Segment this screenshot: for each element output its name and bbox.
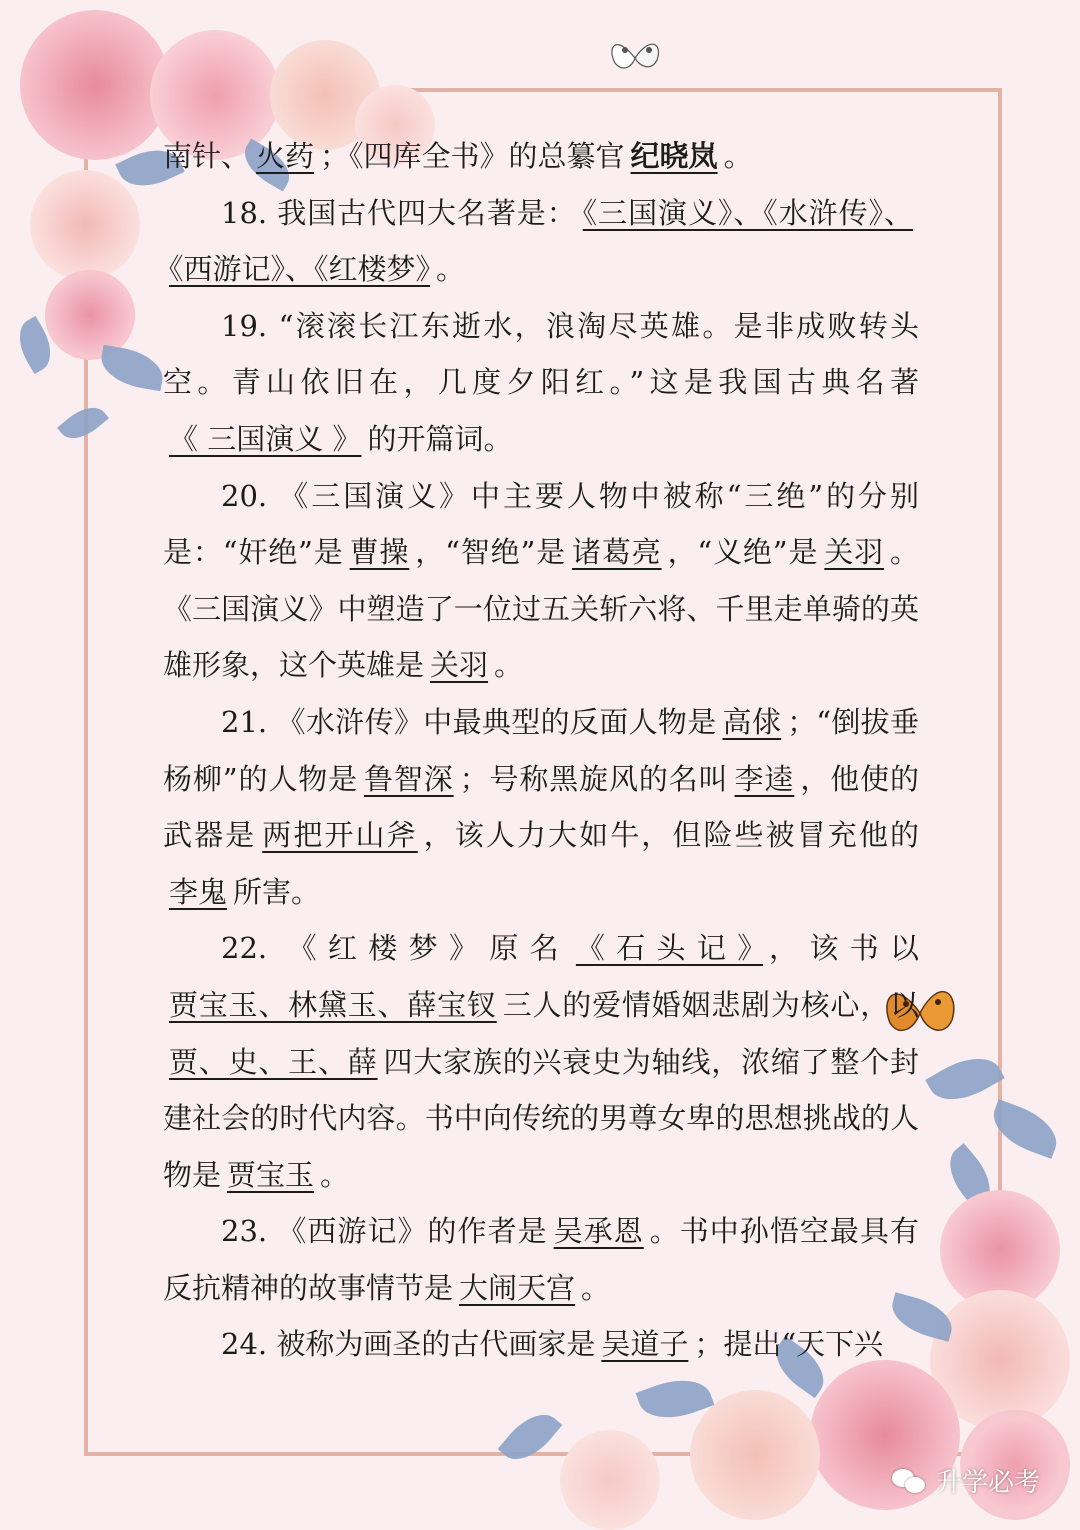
question-text: 。 — [581, 1270, 611, 1305]
question-text: ，“义绝”是 — [667, 535, 819, 570]
answer-blank: 关羽 — [824, 535, 884, 570]
question-text: 。 — [723, 139, 753, 173]
watermark-text: 升学必考 — [935, 1468, 1040, 1498]
question-text: ；提出“天下兴 — [694, 1327, 884, 1362]
question-text: ；《四库全书》的总纂官 — [320, 139, 625, 173]
answer-blank: 纪晓岚 — [630, 139, 718, 173]
answer-blank: 火药 — [256, 139, 315, 173]
question-text: 。《三国演义》中塑造了一位过五关斩六将、千里走单骑的英雄形象，这个英雄是 — [163, 535, 920, 683]
question-text: 。 — [494, 648, 524, 683]
answer-blank: 两把开山斧 — [262, 818, 418, 853]
answer-blank: 吴道子 — [601, 1327, 689, 1362]
document-body — [163, 128, 919, 1373]
answer-blank: 贾宝玉 — [227, 1157, 315, 1192]
answer-blank: 曹操 — [349, 535, 410, 570]
answer-blank: 鲁智深 — [363, 761, 454, 796]
question-text: ，该书以 — [769, 931, 919, 966]
question-text: ，他使的武器是 — [163, 761, 919, 853]
question-item-22 — [163, 920, 919, 1203]
answer-blank: 《 三国演义 》 — [169, 421, 362, 456]
question-text: 。 — [320, 1157, 350, 1192]
question-item-21 — [163, 694, 919, 920]
answer-blank: 贾宝玉、林黛玉、薛宝钗 — [169, 987, 497, 1022]
answer-blank: 关羽 — [430, 648, 489, 683]
answer-blank: 李鬼 — [169, 874, 228, 909]
answer-blank: 吴承恩 — [553, 1214, 644, 1249]
question-text: 。书中孙悟空最具有反抗精神的故事情节是 — [163, 1214, 919, 1305]
watermark — [892, 1462, 1040, 1499]
answer-blank: 大闹天宫 — [459, 1270, 576, 1305]
question-item-20 — [163, 468, 919, 694]
question-text: 20. 《三国演义》中主要人物中被称“三绝”的分别是：“奸绝”是 — [163, 478, 919, 570]
answer-blank: 高俅 — [722, 704, 782, 739]
question-text: ，“智绝”是 — [415, 535, 567, 570]
answer-blank: 李逵 — [734, 761, 795, 796]
question-item-23 — [163, 1203, 919, 1316]
question-text: ；号称黑旋风的名叫 — [459, 761, 729, 796]
question-text: 三人的爱情婚姻悲剧为核心，以 — [502, 987, 919, 1022]
wechat-icon — [892, 1467, 928, 1495]
question-text: 南针、 — [163, 139, 251, 173]
question-text: 22. 《红楼梦》原名 — [221, 931, 570, 966]
question-text: 的开篇词。 — [367, 421, 513, 456]
question-item-18 — [163, 185, 919, 298]
question-text: ；“倒拔垂杨柳”的人物是 — [163, 704, 919, 796]
answer-blank: 诸葛亮 — [572, 535, 662, 570]
question-text: 19. “滚滚长江东逝水，浪淘尽英雄。是非成败转头空。青山依旧在，几度夕阳红。”这是我国古典名著 — [163, 308, 919, 400]
question-text: 18. 我国古代四大名著是： — [221, 195, 577, 230]
answer-blank: 《石头记》 — [575, 931, 764, 966]
answer-blank: 《三国演义》、《水浒传》、 — [582, 195, 913, 230]
question-text: ，该人力大如牛，但险些被冒充他的 — [423, 818, 919, 853]
question-text: 21. 《水浒传》中最典型的反面人物是 — [221, 704, 717, 739]
question-text: 所害。 — [233, 874, 321, 909]
question-text: 。 — [436, 252, 466, 287]
question-item-19 — [163, 298, 919, 468]
question-item-17-tail — [163, 128, 919, 185]
answer-blank: 《西游记》、《红楼梦》 — [169, 252, 431, 287]
question-text: 23. 《西游记》的作者是 — [221, 1214, 548, 1249]
question-text: 24. 被称为画圣的古代画家是 — [221, 1327, 596, 1362]
question-text: 四大家族的兴衰史为轴线，浓缩了整个封建社会的时代内容。书中向传统的男尊女卑的思想挑战的人物是 — [163, 1044, 919, 1192]
butterfly-top — [605, 28, 665, 88]
question-item-24 — [163, 1316, 919, 1373]
answer-blank: 贾、史、王、薛 — [169, 1044, 378, 1079]
